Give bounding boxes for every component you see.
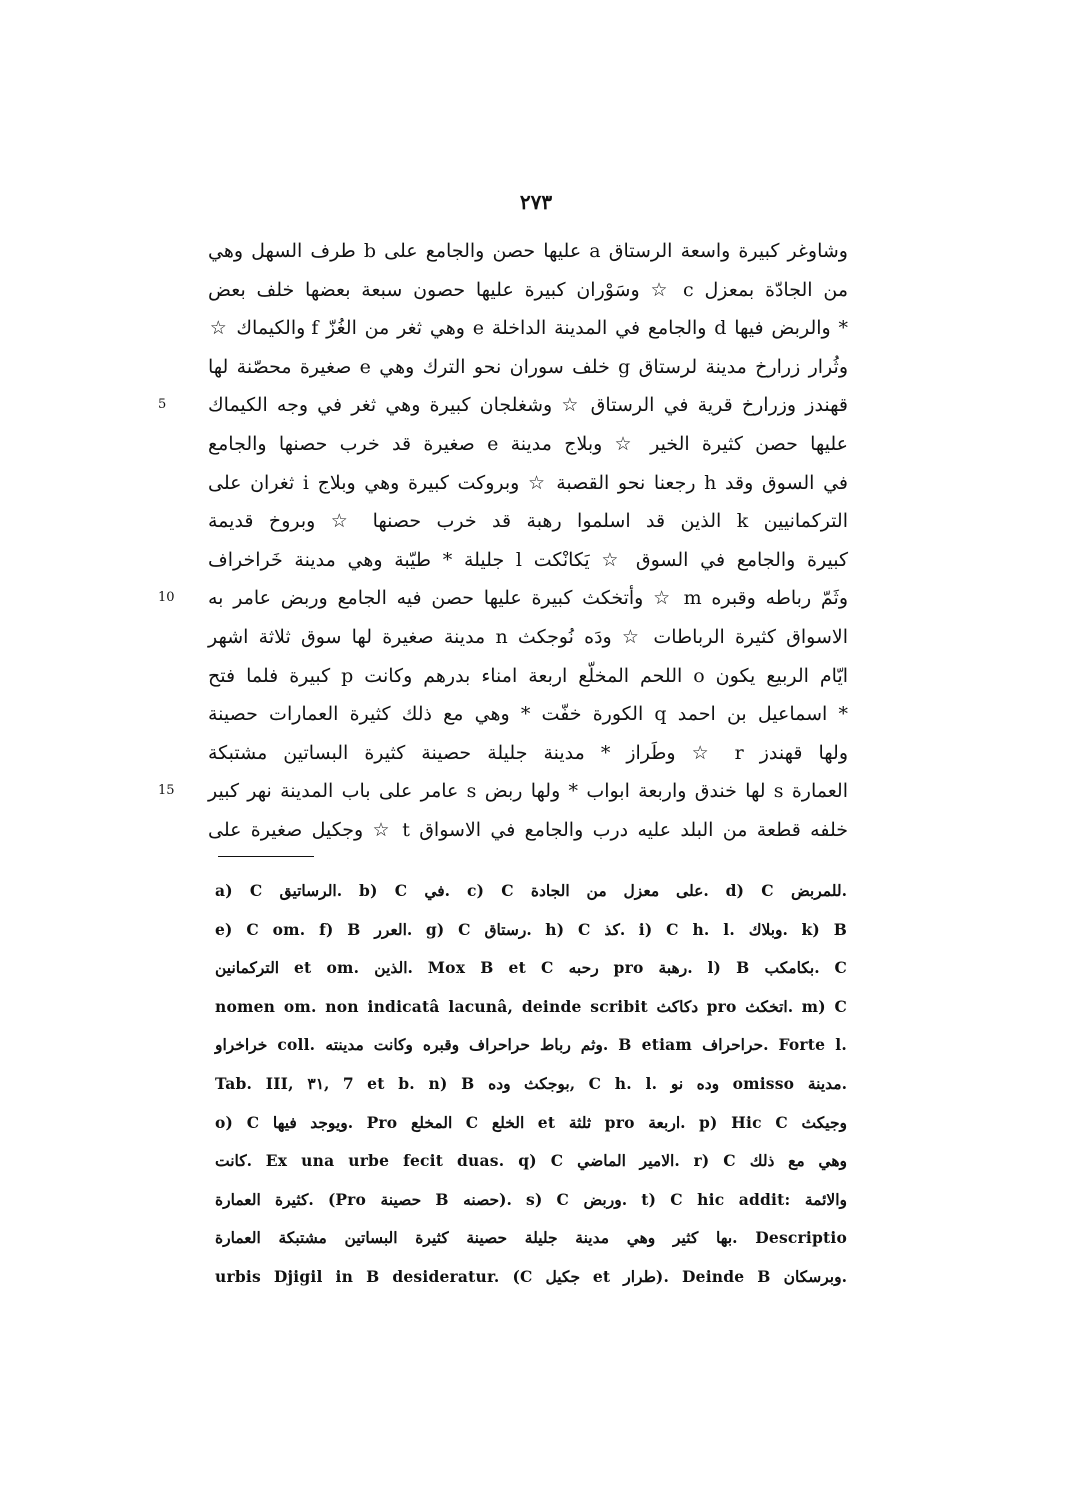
text-line: 10 وثَمّ رباطه وقبره m ☆ وأتخكث كبيرة عليها حصن فيه الجامع وربض عامر به [208, 579, 848, 618]
text-line: الاسواق كثيرة الرباطات ☆ ودَه نُوجكث n مدينة صغيرة لها سوق ثلاثة اشهر [208, 625, 849, 648]
footnote-separator [218, 856, 314, 857]
footnote-line: كانت. Ex una urbe fecit duas. q) C الامير الماضي. r) C وهي مع ذلك [215, 1151, 848, 1171]
page-number: ٢٧٣ [519, 190, 553, 214]
text-line: * والربض فيها d والجامع في المدينة الداخلة e وهي ثغر من الغُزّ f والكيماك ☆ [208, 317, 848, 340]
footnote-line: التركمانين et om. الذين. Mox B et C رحبه pro رهبة. l) B بكامكب. C [215, 958, 847, 978]
line-number: 10 [158, 590, 175, 606]
text-line: 5 قهندز وزرارخ قرية في الرستاق ☆ وشغلجان كبيرة وهي ثغر في وجه الكيماك [208, 386, 848, 425]
text-line: وثُرار زرارخ مدينة لرستاق g خلف سوران نحو الترك وهي e صغيرة محصّنة لها [208, 355, 848, 378]
footnote-line: كثيرة العمارة. (Pro حصينة B حصنه). s) C وربض. t) C hic addit: والائمة [215, 1189, 848, 1209]
footnote-line: o) C ويوجد فيها. Pro المخلع C الخلع et ثلثة pro اربعة. p) Hic C وجيكث [215, 1112, 848, 1132]
text-line: كبيرة والجامع في السوق ☆ يَكانْكت l جليلة * طيّبة وهي مدينة خَراخراف [208, 548, 849, 571]
footnote-line: Tab. III, ٣١, 7 et b. n) B بوجكث وده, C h. l. وده نو omisso مدينة. [215, 1073, 847, 1093]
footnote-line: nomen om. non indicatâ lacunâ, deinde scribit دكاكث pro اتخكث. m) C [215, 996, 847, 1016]
text-line: خلفه قطعة من البلد عليه درب والجامع في الاسواق t ☆ وجكيل صغيرة على [208, 818, 848, 841]
text-line: ولها قهندز r ☆ وطَراز * مدينة جليلة حصينة كثيرة البساتين مشتبكة [208, 741, 849, 764]
main-text [158, 232, 849, 850]
footnote-line: خراخراو coll. وثم رباط حراحراف وقبره وكانت مدينته. B etiam حراحراف. Forte l. [215, 1035, 847, 1055]
text-line: التركمانيين k الذين قد اسلموا رهبة قد خرب حصنها ☆ وبروخ قديمة [208, 510, 848, 533]
footnote-line: urbis Djigil in B desideratur. (C جكيل et طرار). Deinde B وبرسكان. [215, 1266, 847, 1286]
text-line: في السوق وقد h رجعنا نحو القصبة ☆ وبروكت كبيرة وهي وبلاج i ثغران على [208, 471, 849, 494]
footnote-line: بها كثير وهي مدينة جليلة حصينة كثيرة البساتين مشتبكة العمارة. Descriptio [215, 1228, 847, 1248]
text-line: من الجادّة بمعزل c ☆ وسَوْران كبيرة عليها حصون سبعة بعضها خلف بعض [208, 278, 848, 301]
text-line: ايّام الربيع يكون o اللحم المخلّع اربعة امناء بدرهم وكانت p كبيرة فلما فتح [208, 664, 849, 687]
footnote-line: a) C الرساتيق. b) C في. c) C على معزل من الجادة. d) C للمربض. [215, 881, 848, 900]
text-line: وشاوغر كبيرة واسعة الرستاق a عليها حصن والجامع على b طرف السهل وهي [208, 240, 848, 262]
text-line: عليها حصن كثيرة الخير ☆ وبلاج مدينة e صغيرة قد خرب حصنها والجامع [208, 432, 848, 455]
footnotes [215, 872, 847, 1297]
line-number: 15 [158, 783, 175, 799]
text-line: 15 العمارة s لها خندق واربعة ابواب * ولها ربض s عامر على باب المدينة نهر كبير [208, 772, 848, 811]
footnote-line: e) C om. f) B العرر. g) C رستاق. h) C كذ. i) C h. l. وبلاك. k) B [215, 919, 847, 939]
text-line: * اسماعيل بن احمد q الكورة خفّت * وهي مع ذلك كثيرة العمارات حصينة [208, 703, 848, 726]
line-number: 5 [158, 397, 167, 413]
